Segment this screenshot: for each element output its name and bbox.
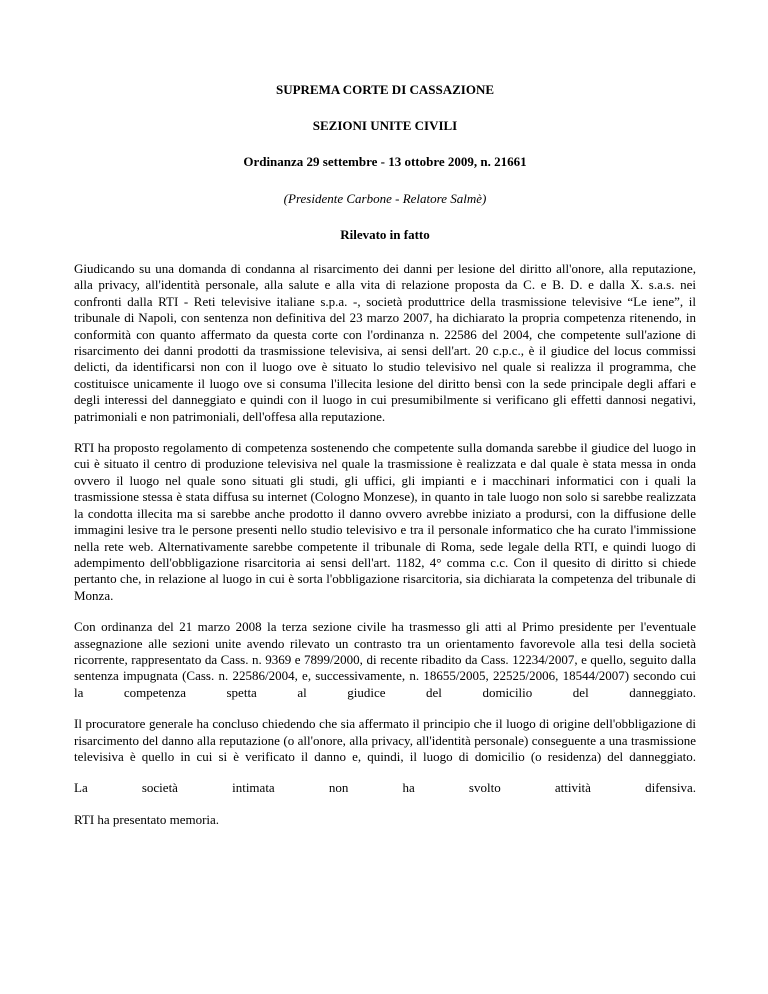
paragraph: RTI ha presentato memoria.: [74, 811, 220, 827]
paragraph: Con ordinanza del 21 marzo 2008 la terza sezione civile ha trasmesso gli atti al Primo presidente per l'eventuale assegnazione alle sezioni unite avendo rilevato un contrasto tra un orientamento favorevole alla tesi della società ricorrente, rappresentato da Cass. n. 9369 e 7899/2000, di recente ribadito da Cass. 12234/2007, e quello, seguito dalla sentenza impugnata (Cass. n. 22586/2004, e, successivamente, n. 18655/2005, 22525/2006, 18544/2007) secondo cui la competenza spetta al giudice del domicilio del danneggiato.: [74, 619, 696, 700]
section-title: Rilevato in fatto: [340, 227, 430, 242]
section-heading: SEZIONI UNITE CIVILI: [312, 118, 458, 133]
paragraph: La società intimata non ha svolto attività difensiva.: [74, 780, 696, 796]
document-page: [74, 80, 696, 828]
paragraph: RTI ha proposto regolamento di competenza sostenendo che competente sulla domanda sarebbe il giudice del luogo in cui è situato il centro di produzione televisiva nel quale la trasmissione è realizzata e dal quale è stata messa in onda ovvero il luogo nel quale sono situati gli studi, gli uffici, gli impianti e i macchinari informatici con i quali la trasmissione stessa è stata diffusa su internet (Cologno Monzese), in quanto in tale luogo non solo si sarebbe realizzata la condotta illecita ma si sarebbe anche prodotto il danno ovvero avrebbe iniziato a prodursi, con la diffusione delle immagini lesive tra le persone presenti nello studio televisivo e tra il personale informatico che ha curato l'immissione nella rete web. Alternativamente sarebbe competente il tribunale di Roma, sede legale della RTI, e quindi luogo di adempimento dell'obbligazione risarcitoria ai sensi dell'art. 1182, 4° comma c.c. Con il quesito di diritto si chiede pertanto che, in relazione al luogo in cui è sorta l'obbligazione risarcitoria, sia dichiarata la competenza del tribunale di Monza.: [74, 440, 696, 603]
judges-subtitle: (Presidente Carbone - Relatore Salmè): [283, 191, 487, 206]
paragraph: Il procuratore generale ha concluso chiedendo che sia affermato il principio che il luogo di origine dell'obbligazione di risarcimento del danno alla reputazione (o all'onore, alla privacy, all'identità personale) conseguente a una trasmissione televisiva è quello in cui si è verificato il danno e, quindi, il luogo di domicilio (o residenza) del danneggiato.: [74, 716, 696, 764]
paragraph: Giudicando su una domanda di condanna al risarcimento dei danni per lesione del diritto all'onore, alla reputazione, alla privacy, all'identità personale, alla salute e alla vita di relazione proposta da C. e B. D. e dalla X. s.a.s. nei confronti dalla RTI - Reti televisive italiane s.p.a. -, società produttrice della trasmissione televisive “Le iene”, il tribunale di Napoli, con sentenza non definitiva del 23 marzo 2007, ha dichiarato la propria competenza ritenendo, in conformità con quanto affermato da questa corte con l'ordinanza n. 22586 del 2004, che competente sull'azione di risarcimento dei danni prodotti da trasmissione televisiva, ai sensi dell'art. 20 c.p.c., è il giudice del locus commissi delicti, da identificarsi non con il luogo ove è situato lo studio televisivo nel quale si realizza il programma, che costituisce unicamente il luogo ove si consuma l'illecita lesione del diritto bensì con la sede principale degli affari e degli interessi del danneggiato e quindi con il luogo in cui presumibilmente si verificano gli effetti dannosi negativi, patrimoniali e non patrimoniali, dell'offesa alla reputazione.: [74, 261, 696, 424]
ordinance-heading: Ordinanza 29 settembre - 13 ottobre 2009, n. 21661: [243, 154, 527, 169]
court-heading: SUPREMA CORTE DI CASSAZIONE: [275, 82, 495, 97]
